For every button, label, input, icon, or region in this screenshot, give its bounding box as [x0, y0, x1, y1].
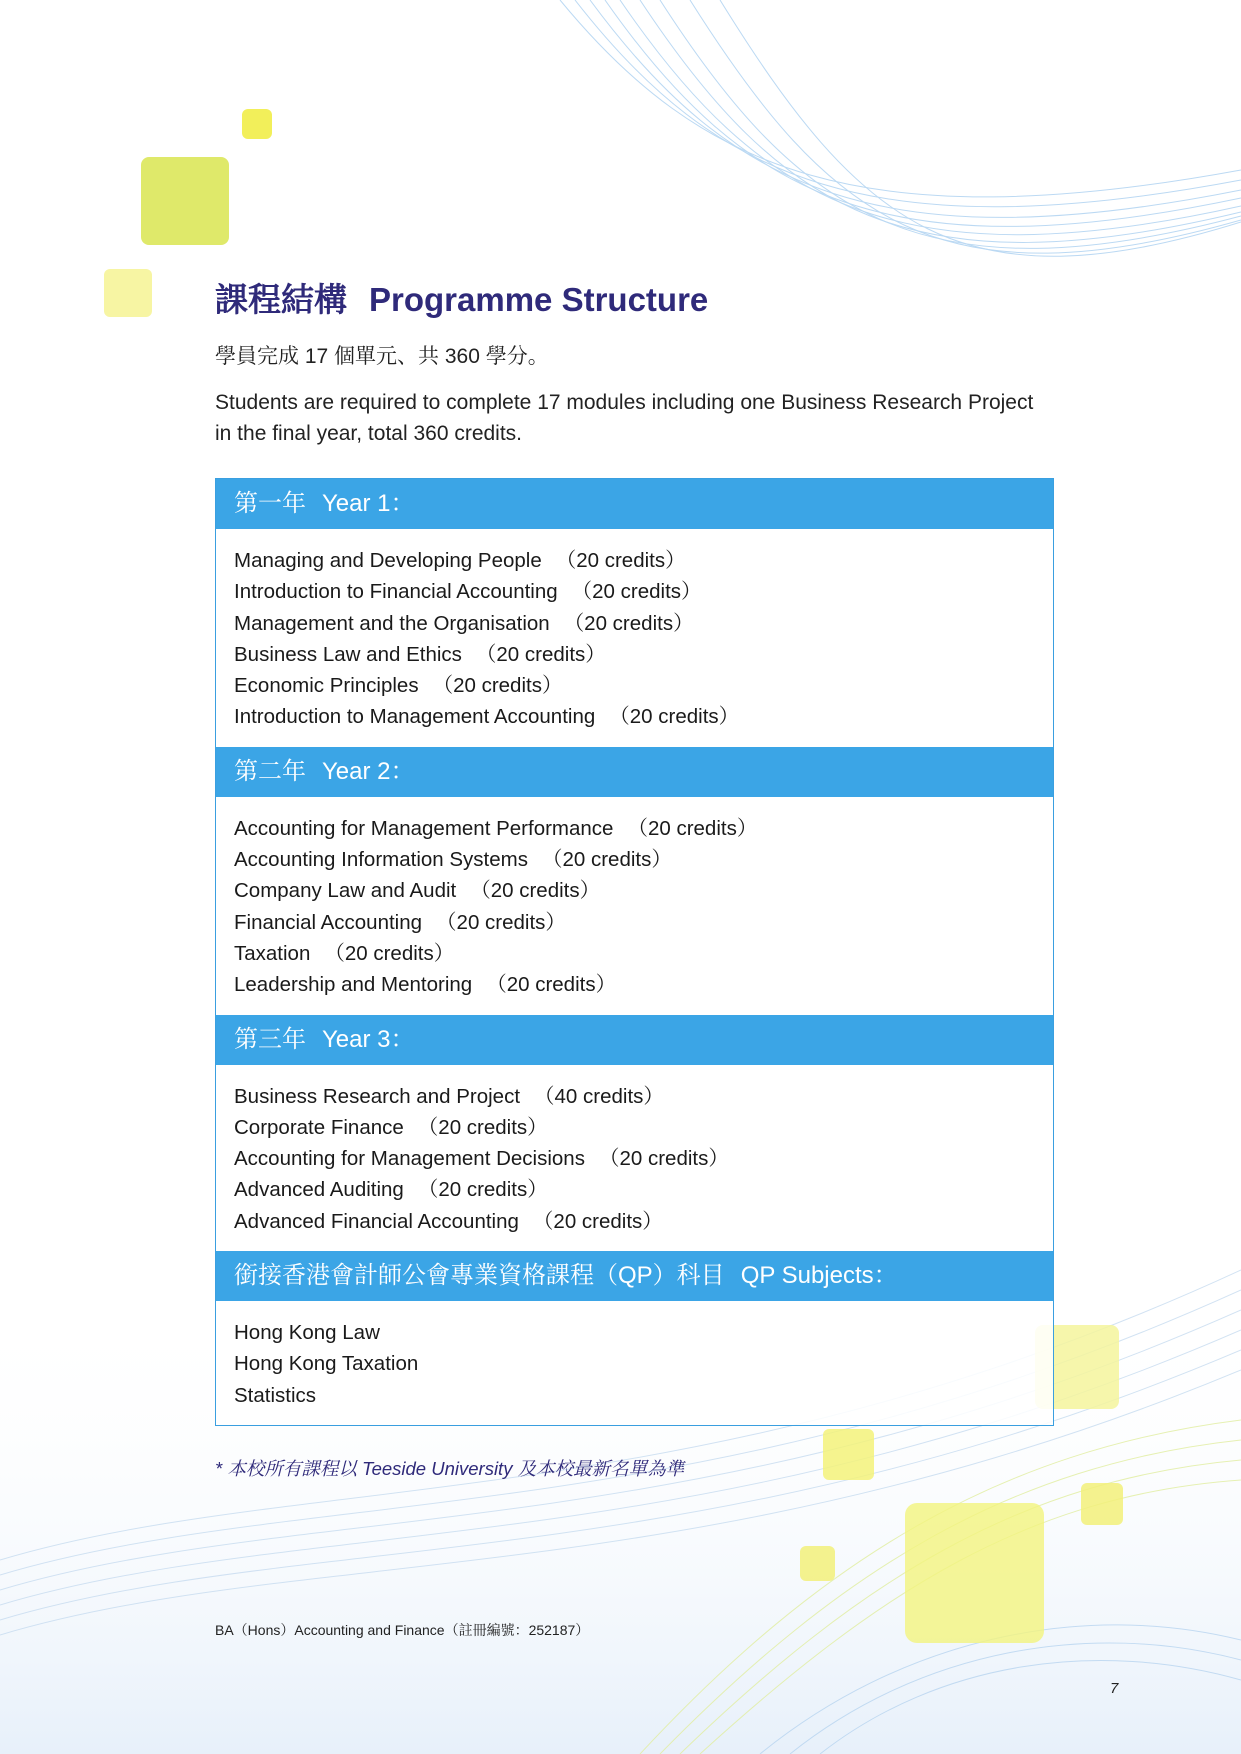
deco-square — [800, 1546, 835, 1581]
intro-zh: 學員完成 17 個單元、共 360 學分。 — [215, 345, 549, 368]
section-header-year1 — [216, 479, 1053, 529]
footer-programme-name: BA（Hons）Accounting and Finance（註冊編號：252187） — [215, 1622, 590, 1638]
module-name: Introduction to Management Accounting — [234, 705, 596, 729]
section-header-zh: 銜接香港會計師公會專業資格課程（QP）科目 — [234, 1262, 725, 1290]
module-credits: （20 credits） — [417, 1178, 548, 1202]
module-name: Economic Principles — [234, 674, 419, 698]
module-item — [234, 969, 1035, 1000]
section-body-qp — [216, 1301, 1053, 1425]
section-header-qp — [216, 1251, 1053, 1301]
module-item — [234, 1317, 1035, 1348]
module-item — [234, 813, 1035, 844]
module-item — [234, 938, 1035, 969]
section-header-zh: 第二年 — [234, 757, 306, 785]
section-body-year1 — [216, 529, 1053, 747]
module-credits: （20 credits） — [486, 973, 617, 997]
module-item — [234, 1206, 1035, 1237]
module-name: Statistics — [234, 1383, 317, 1407]
section-header-en: QP Subjects： — [740, 1262, 898, 1290]
module-item — [234, 1174, 1035, 1205]
module-name: Managing and Developing People — [234, 549, 542, 572]
module-credits: （20 credits） — [324, 941, 455, 965]
module-name: Business Law and Ethics — [234, 642, 462, 666]
module-item — [234, 1348, 1035, 1379]
deco-square — [141, 157, 229, 245]
intro-en: Students are required to complete 17 modules including one Business Research Project in the final year, total 360 credits. — [215, 391, 1034, 445]
module-name: Company Law and Audit — [234, 879, 457, 903]
module-credits: （20 credits） — [475, 642, 606, 666]
module-item — [234, 907, 1035, 938]
module-name: Accounting for Management Decisions — [234, 1147, 585, 1171]
module-credits: （20 credits） — [432, 674, 563, 698]
module-item — [234, 1143, 1035, 1174]
deco-square — [104, 269, 152, 317]
section-header-en: Year 3： — [322, 1025, 415, 1053]
module-name: Advanced Financial Accounting — [234, 1209, 519, 1233]
title-zh: 課程結構 — [215, 281, 347, 318]
module-item — [234, 875, 1035, 906]
module-credits: （20 credits） — [470, 879, 601, 903]
module-name: Accounting for Management Performance — [234, 816, 614, 840]
deco-square — [1081, 1483, 1123, 1525]
section-header-zh: 第一年 — [234, 490, 306, 517]
module-item — [234, 701, 1035, 732]
module-item — [234, 608, 1035, 639]
title-en: Programme Structure — [369, 281, 709, 318]
module-name: Business Research and Project — [234, 1084, 521, 1108]
section-header-en: Year 2： — [322, 757, 415, 785]
module-name: Taxation — [234, 941, 311, 965]
module-credits: （20 credits） — [571, 580, 702, 604]
module-credits: （20 credits） — [555, 549, 686, 572]
deco-square — [823, 1429, 874, 1480]
disclaimer-note: * 本校所有課程以 Teeside University 及本校最新名單為準 — [215, 1458, 685, 1479]
module-name: Leadership and Mentoring — [234, 973, 473, 997]
section-body-year3 — [216, 1065, 1053, 1251]
section-body-year2 — [216, 797, 1053, 1015]
module-credits: （20 credits） — [436, 910, 566, 934]
page-title — [215, 274, 708, 321]
module-name: Introduction to Financial Accounting — [234, 580, 558, 604]
module-credits: （40 credits） — [534, 1084, 664, 1108]
module-item — [234, 545, 1035, 576]
module-name: Advanced Auditing — [234, 1178, 404, 1202]
module-item — [234, 576, 1035, 607]
module-name: Management and the Organisation — [234, 611, 550, 635]
module-item — [234, 1081, 1035, 1112]
section-header-year3 — [216, 1015, 1053, 1065]
module-credits: （20 credits） — [541, 848, 672, 872]
section-header-year2 — [216, 747, 1053, 797]
module-name: Accounting Information Systems — [234, 848, 528, 872]
module-credits: （20 credits） — [563, 611, 694, 635]
module-item — [234, 1380, 1035, 1411]
module-item — [234, 639, 1035, 670]
section-header-zh: 第三年 — [234, 1025, 306, 1053]
module-credits: （20 credits） — [417, 1115, 548, 1139]
module-name: Hong Kong Taxation — [234, 1352, 419, 1376]
module-credits: （20 credits） — [598, 1147, 729, 1171]
module-credits: （20 credits） — [627, 816, 758, 840]
module-item — [234, 670, 1035, 701]
module-item — [234, 844, 1035, 875]
page-number: 7 — [1110, 1680, 1119, 1697]
section-header-en: Year 1： — [322, 490, 415, 517]
programme-table — [215, 478, 1054, 1426]
module-name: Financial Accounting — [234, 910, 423, 934]
module-item — [234, 1112, 1035, 1143]
module-name: Hong Kong Law — [234, 1321, 380, 1345]
module-name: Corporate Finance — [234, 1115, 404, 1139]
module-credits: （20 credits） — [532, 1209, 663, 1233]
deco-square — [242, 109, 272, 139]
module-credits: （20 credits） — [609, 705, 740, 729]
deco-square — [905, 1503, 1044, 1643]
